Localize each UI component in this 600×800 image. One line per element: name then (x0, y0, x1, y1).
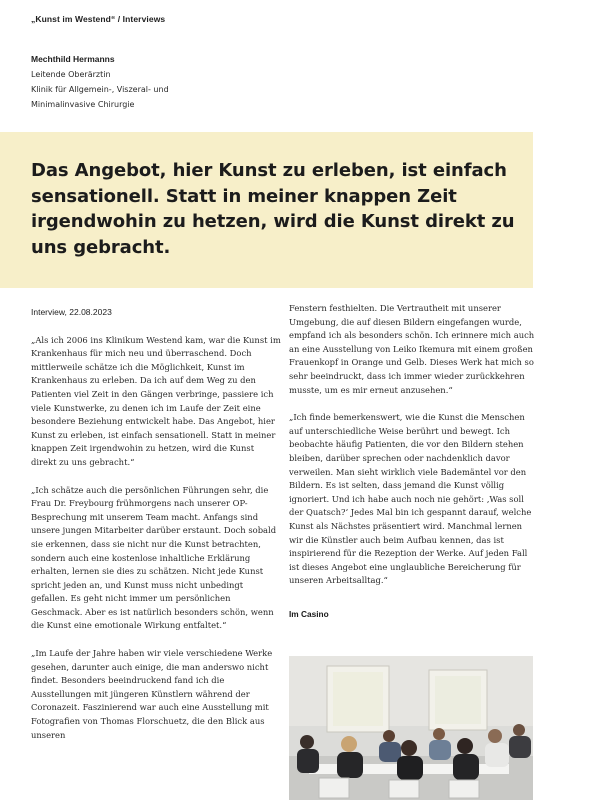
paragraph: „Ich schätze auch die persönlichen Führungen sehr, die Frau Dr. Freybourg frühmorgens nach unserer OP-Besprechung mit unserem Team macht. Anfangs sind unsere jungen Mitarbeiter darüber erstaunt. Doch sobald sie erkennen, dass sie nicht nur die Kunst betrachten, sondern auch eine kostenlose inhaltliche Erklärung erhalten, lernen sie dies zu schätzen. Nicht jede Kunst spricht jeden an, und Kunst muss nicht unbedingt gefallen. Es geht nicht immer um persönlichen Geschmack. Aber es ist natürlich besonders schön, wenn die Kunst eine emotionale Wirkung entfaltet.“ (31, 484, 277, 631)
paragraph: „Als ich 2006 ins Klinikum Westend kam, war die Kunst im Krankenhaus für mich neu und überraschend. Doch mittlerweile schätze ich die Möglichkeit, Kunst im Krankenhaus zu erleben. Da ich auf dem Weg zu den Patienten viel Zeit in den Gängen verbringe, passiere ich viele Kunstwerke, zu denen ich im Laufe der Zeit eine besondere Beziehung entwickelt habe. Das Angebot, hier Kunst zu erleben, ist einfach sensationell. Statt in meiner knappen Zeit irgendwohin zu hetzen, wird die Kunst direkt zu uns gebracht.“ (31, 334, 281, 467)
author-role-line: Minimalinvasive Chirurgie (31, 100, 135, 109)
paragraph: „Im Laufe der Jahre haben wir viele verschiedene Werke gesehen, darunter auch einige, die man anderswo nicht findet. Besonders beeindruckend fand ich die Ausstellungen mit jüngeren Künstlern während der Coronazeit. Faszinierend war auch eine Ausstellung mit Fotografien von Thomas Florschuetz, die den Blick aus unseren (31, 648, 273, 740)
section-header: „Kunst im Westend“ / Interviews (31, 14, 166, 24)
author-role-line: Leitende Oberärztin (31, 70, 111, 79)
pull-quote: Das Angebot, hier Kunst zu erleben, ist einfach sensationell. Statt in meiner knappen Zeit irgendwohin zu hetzen, wird die Kunst direkt zu uns gebracht. (31, 160, 515, 258)
interview-date: Interview, 22.08.2023 (31, 307, 112, 317)
pull-quote-box (0, 132, 533, 288)
casino-photo (289, 656, 533, 800)
author-role-line: Klinik für Allgemein-, Viszeral- und (31, 85, 169, 94)
author-name: Mechthild Hermanns (31, 54, 115, 64)
paragraph: Fenstern festhielten. Die Vertrautheit mit unserer Umgebung, die auf diesen Bildern eingefangen wurde, empfand ich als besonders schön. Ich erinnere mich auch an eine Ausstellung von Leiko Ikemura mit einem großen Frauenkopf in Orange und Gelb. Dieses Werk hat mich so sehr beeindruckt, dass ich immer wieder zurückkehren musste, um es mir erneut anzusehen.“ (289, 303, 535, 395)
text-column-left (31, 306, 281, 756)
text-column-right (289, 302, 537, 633)
paragraph: „Ich finde bemerkenswert, wie die Kunst die Menschen auf unterschiedliche Weise berührt und bewegt. Ich beobachte häufig Patienten, die vor den Bildern stehen bleiben, darüber sprechen oder nachdenklich davor verweilen. Man sieht wirklich viele Bademäntel vor den Bildern. Es ist selten, dass jemand die Kunst völlig ignoriert. Und ich habe auch noch nie gehört: ‚Was soll der Quatsch?‘ Jedes Mal bin ich gespannt darauf, welche Kunst als Nächstes präsentiert wird. Manchmal lernen wir die Künstler auch beim Aufbau kennen, das ist inspirierend für die Rezeption der Werke. Auf jeden Fall ist dieses Angebot eine unglaubliche Bereicherung für unseren Arbeitsalltag.“ (289, 412, 532, 586)
photo-caption: Im Casino (289, 608, 329, 619)
author-block (31, 52, 169, 112)
casino-photo-illustration (289, 656, 533, 800)
